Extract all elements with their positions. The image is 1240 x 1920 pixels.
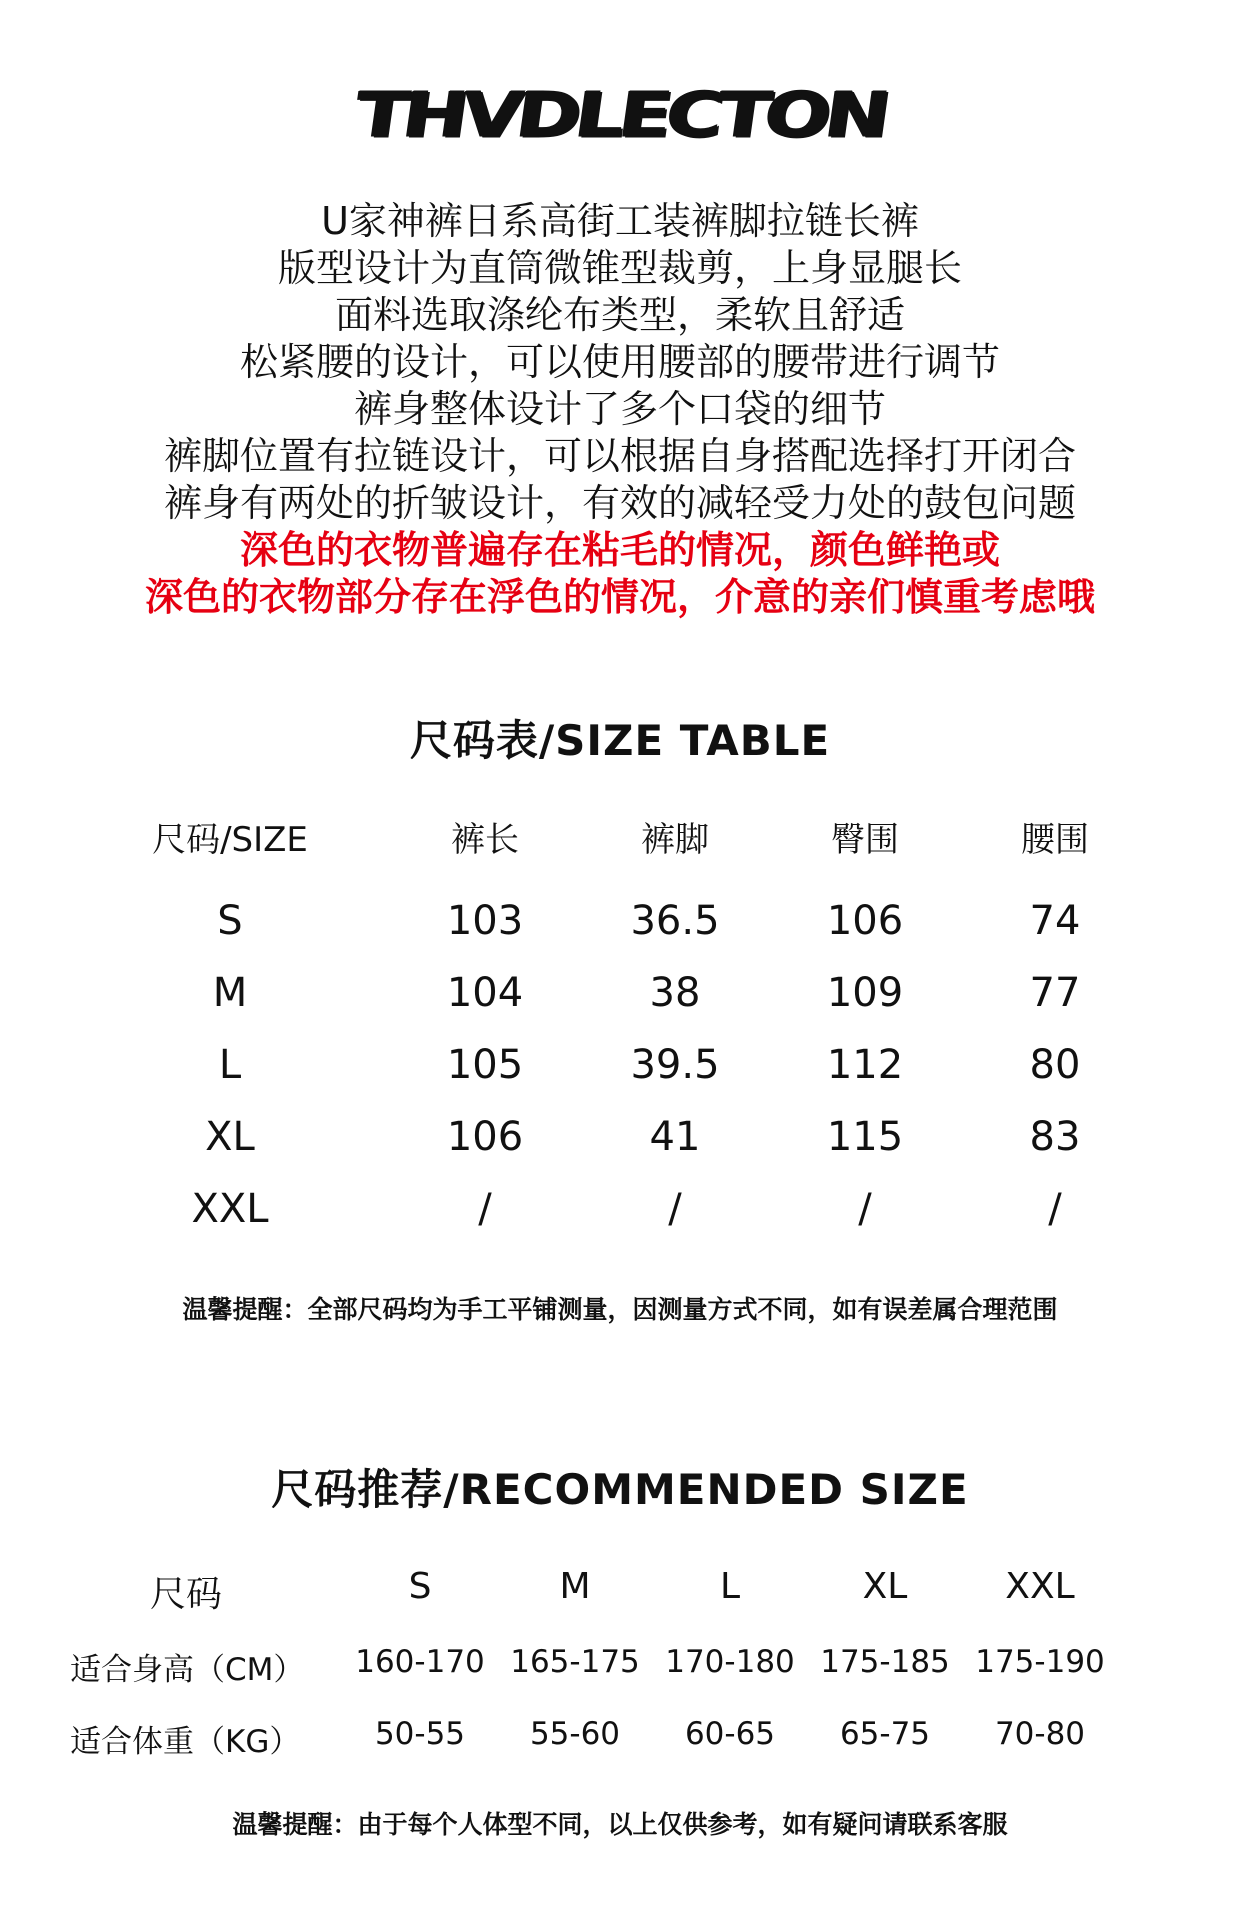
table-cell: / — [1048, 1186, 1062, 1232]
header-cell: 臀围 — [831, 820, 899, 860]
table-row — [0, 1186, 1240, 1258]
table-cell: 170-180 — [665, 1644, 795, 1680]
table-cell: 112 — [826, 1042, 904, 1088]
warning-line: 深色的衣物普遍存在粘毛的情况，颜色鲜艳或 — [239, 528, 1000, 572]
description-line: 面料选取涤纶布类型，柔软且舒适 — [334, 293, 905, 337]
header-cell: 腰围 — [1021, 820, 1089, 860]
table-cell: / — [858, 1186, 872, 1232]
table-cell: 175-190 — [975, 1644, 1105, 1680]
table-cell: 105 — [446, 1042, 524, 1088]
table-cell: 77 — [1029, 970, 1081, 1016]
table-cell: / — [668, 1186, 682, 1232]
warning-line: 深色的衣物部分存在浮色的情况，介意的亲们慎重考虑哦 — [144, 575, 1095, 619]
table-cell: 65-75 — [839, 1716, 931, 1752]
table-cell: XXL — [191, 1186, 269, 1232]
table-cell: 160-170 — [355, 1644, 485, 1680]
table-cell: 80 — [1029, 1042, 1081, 1088]
description-line: 裤身有两处的折皱设计，有效的减轻受力处的鼓包问题 — [163, 481, 1076, 525]
height-row — [0, 1644, 1240, 1716]
table-row — [0, 1114, 1240, 1186]
table-cell: S — [217, 898, 243, 944]
description-line: 松紧腰的设计，可以使用腰部的腰带进行调节 — [239, 340, 1000, 384]
size-label: S — [408, 1566, 432, 1607]
table-row — [0, 970, 1240, 1042]
description-line: 裤身整体设计了多个口袋的细节 — [353, 387, 886, 431]
row-label: 适合体重（KG） — [70, 1724, 301, 1760]
table-cell: 41 — [649, 1114, 701, 1160]
table-cell: 55-60 — [529, 1716, 621, 1752]
table-cell: XL — [205, 1114, 255, 1160]
table-cell: L — [218, 1042, 242, 1088]
table-cell: 50-55 — [374, 1716, 466, 1752]
table-cell: 83 — [1029, 1114, 1081, 1160]
recommended-header-row — [0, 1566, 1240, 1644]
brand-logo: THVDLECTON — [350, 79, 890, 151]
header-cell: 裤脚 — [641, 820, 709, 860]
size-label: XL — [862, 1566, 908, 1607]
table-cell: 74 — [1029, 898, 1081, 944]
size-label: L — [719, 1566, 741, 1607]
table-cell: 60-65 — [684, 1716, 776, 1752]
table-cell: 175-185 — [820, 1644, 950, 1680]
table-cell: 106 — [446, 1114, 524, 1160]
measurement-note: 温馨提醒：全部尺码均为手工平铺测量，因测量方式不同，如有误差属合理范围 — [182, 1295, 1058, 1324]
recommended-size-title: 尺码推荐/RECOMMENDED SIZE — [271, 1465, 969, 1514]
recommended-header-label: 尺码 — [150, 1574, 223, 1615]
header-cell: 尺码/SIZE — [152, 820, 308, 860]
weight-row — [0, 1716, 1240, 1788]
table-cell: 38 — [649, 970, 701, 1016]
header-cell: 裤长 — [451, 820, 519, 860]
table-cell: 109 — [826, 970, 904, 1016]
description-line: 版型设计为直筒微锥型裁剪，上身显腿长 — [277, 246, 962, 290]
recommended-size-table — [0, 1566, 1240, 1788]
table-cell: 36.5 — [630, 898, 720, 944]
table-cell: 165-175 — [510, 1644, 640, 1680]
table-cell: 39.5 — [630, 1042, 720, 1088]
size-table-header — [0, 812, 1240, 898]
size-label: XXL — [1005, 1566, 1075, 1607]
table-cell: 104 — [446, 970, 524, 1016]
row-label: 适合身高（CM） — [70, 1652, 305, 1688]
table-row — [0, 1042, 1240, 1114]
table-cell: 103 — [446, 898, 524, 944]
size-label: M — [559, 1566, 591, 1607]
table-cell: 115 — [826, 1114, 904, 1160]
table-cell: 106 — [826, 898, 904, 944]
description-line: 裤脚位置有拉链设计，可以根据自身搭配选择打开闭合 — [163, 434, 1076, 478]
table-cell: / — [478, 1186, 492, 1232]
table-cell: M — [212, 970, 248, 1016]
table-cell: 70-80 — [994, 1716, 1086, 1752]
size-table-title: 尺码表/SIZE TABLE — [409, 716, 831, 765]
size-table — [0, 812, 1240, 1258]
table-row — [0, 898, 1240, 970]
description-line: U家神裤日系高街工装裤脚拉链长裤 — [321, 199, 919, 243]
product-description — [0, 198, 1240, 621]
reference-note: 温馨提醒：由于每个人体型不同，以上仅供参考，如有疑问请联系客服 — [232, 1810, 1008, 1839]
